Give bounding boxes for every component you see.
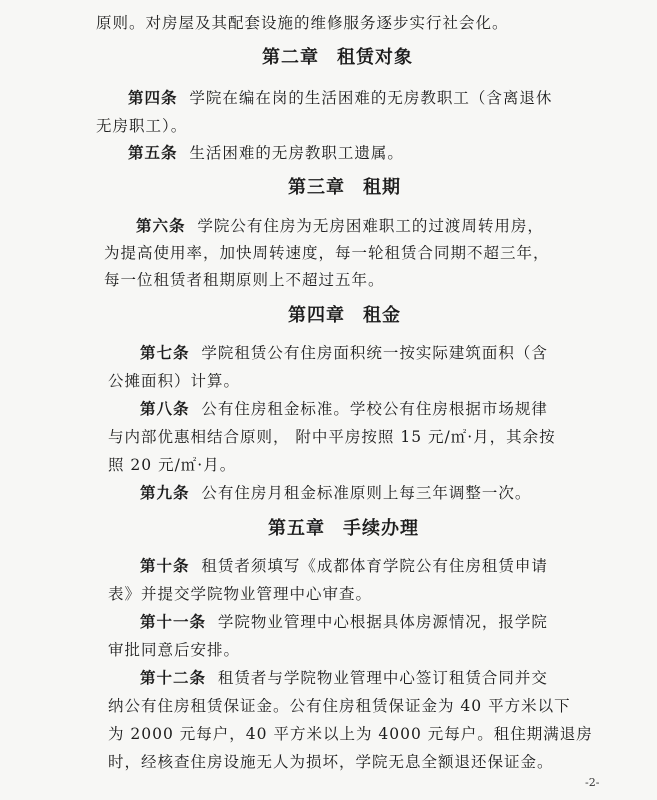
article-label: 第十二条 bbox=[140, 669, 207, 687]
chapter-heading-5 bbox=[268, 517, 419, 541]
page-number: -2- bbox=[585, 776, 600, 789]
article-7-line bbox=[140, 342, 548, 364]
article-label: 第七条 bbox=[140, 344, 190, 362]
chapter-number: 第二章 bbox=[262, 47, 319, 68]
chapter-title: 租赁对象 bbox=[337, 47, 413, 68]
article-label: 第四条 bbox=[128, 89, 178, 107]
chapter-number: 第五章 bbox=[268, 518, 325, 539]
article-9-line bbox=[140, 482, 531, 504]
article-4-line bbox=[128, 87, 552, 109]
paragraph-text: 公有住房租金标准。学校公有住房根据市场规律 bbox=[201, 400, 548, 418]
paragraph-line: 表》并提交学院物业管理中心审查。 bbox=[108, 585, 373, 603]
article-5-line bbox=[128, 142, 404, 164]
paragraph-text: 学院公有住房为无房困难职工的过渡周转用房， bbox=[197, 217, 544, 235]
article-label: 第五条 bbox=[128, 144, 178, 162]
article-label: 第十条 bbox=[140, 557, 190, 575]
article-10-line bbox=[140, 555, 548, 577]
chapter-number: 第三章 bbox=[288, 177, 345, 198]
chapter-number: 第四章 bbox=[288, 305, 345, 326]
paragraph-line: 原则。对房屋及其配套设施的维修服务逐步实行社会化。 bbox=[96, 14, 509, 32]
chapter-title: 租金 bbox=[363, 305, 401, 326]
paragraph-line: 为 2000 元每户，40 平方米以上为 4000 元每户。租住期满退房 bbox=[108, 725, 593, 743]
paragraph-text: 租赁者须填写《成都体育学院公有住房租赁申请 bbox=[201, 557, 548, 575]
article-6-line bbox=[136, 215, 544, 237]
chapter-heading-4 bbox=[288, 304, 401, 328]
chapter-title: 租期 bbox=[363, 177, 401, 198]
paragraph-line: 无房职工）。 bbox=[96, 117, 188, 135]
article-8-line bbox=[140, 398, 548, 420]
article-label: 第八条 bbox=[140, 400, 190, 418]
paragraph-text: 公有住房月租金标准原则上每三年调整一次。 bbox=[201, 484, 532, 502]
paragraph-line: 照 20 元/㎡·月。 bbox=[108, 456, 237, 474]
article-label: 第九条 bbox=[140, 484, 190, 502]
paragraph-text: 学院物业管理中心根据具体房源情况，报学院 bbox=[217, 613, 548, 631]
paragraph-line: 与内部优惠相结合原则， 附中平房按照 15 元/㎡·月，其余按 bbox=[108, 428, 556, 446]
article-label: 第六条 bbox=[136, 217, 186, 235]
paragraph-line: 公摊面积）计算。 bbox=[108, 372, 241, 390]
article-11-line bbox=[140, 611, 548, 633]
paragraph-text: 生活困难的无房教职工遗属。 bbox=[189, 144, 404, 162]
paragraph-line: 为提高使用率，加快周转速度，每一轮租赁合同期不超三年， bbox=[104, 244, 550, 262]
paragraph-line: 每一位租赁者租期原则上不超过五年。 bbox=[104, 271, 385, 289]
chapter-heading-3 bbox=[288, 176, 401, 200]
chapter-heading-2 bbox=[262, 46, 413, 70]
article-label: 第十一条 bbox=[140, 613, 207, 631]
paragraph-text: 租赁者与学院物业管理中心签订租赁合同并交 bbox=[217, 669, 548, 687]
paragraph-line: 时，经核查住房设施无人为损坏，学院无息全额退还保证金。 bbox=[108, 753, 554, 771]
chapter-title: 手续办理 bbox=[343, 518, 419, 539]
paragraph-line: 审批同意后安排。 bbox=[108, 641, 241, 659]
paragraph-text: 学院租赁公有住房面积统一按实际建筑面积（含 bbox=[201, 344, 548, 362]
paragraph-line: 纳公有住房租赁保证金。公有住房租赁保证金为 40 平方米以下 bbox=[108, 697, 571, 715]
article-12-line bbox=[140, 667, 548, 689]
paragraph-text: 学院在编在岗的生活困难的无房教职工（含离退休 bbox=[189, 89, 553, 107]
